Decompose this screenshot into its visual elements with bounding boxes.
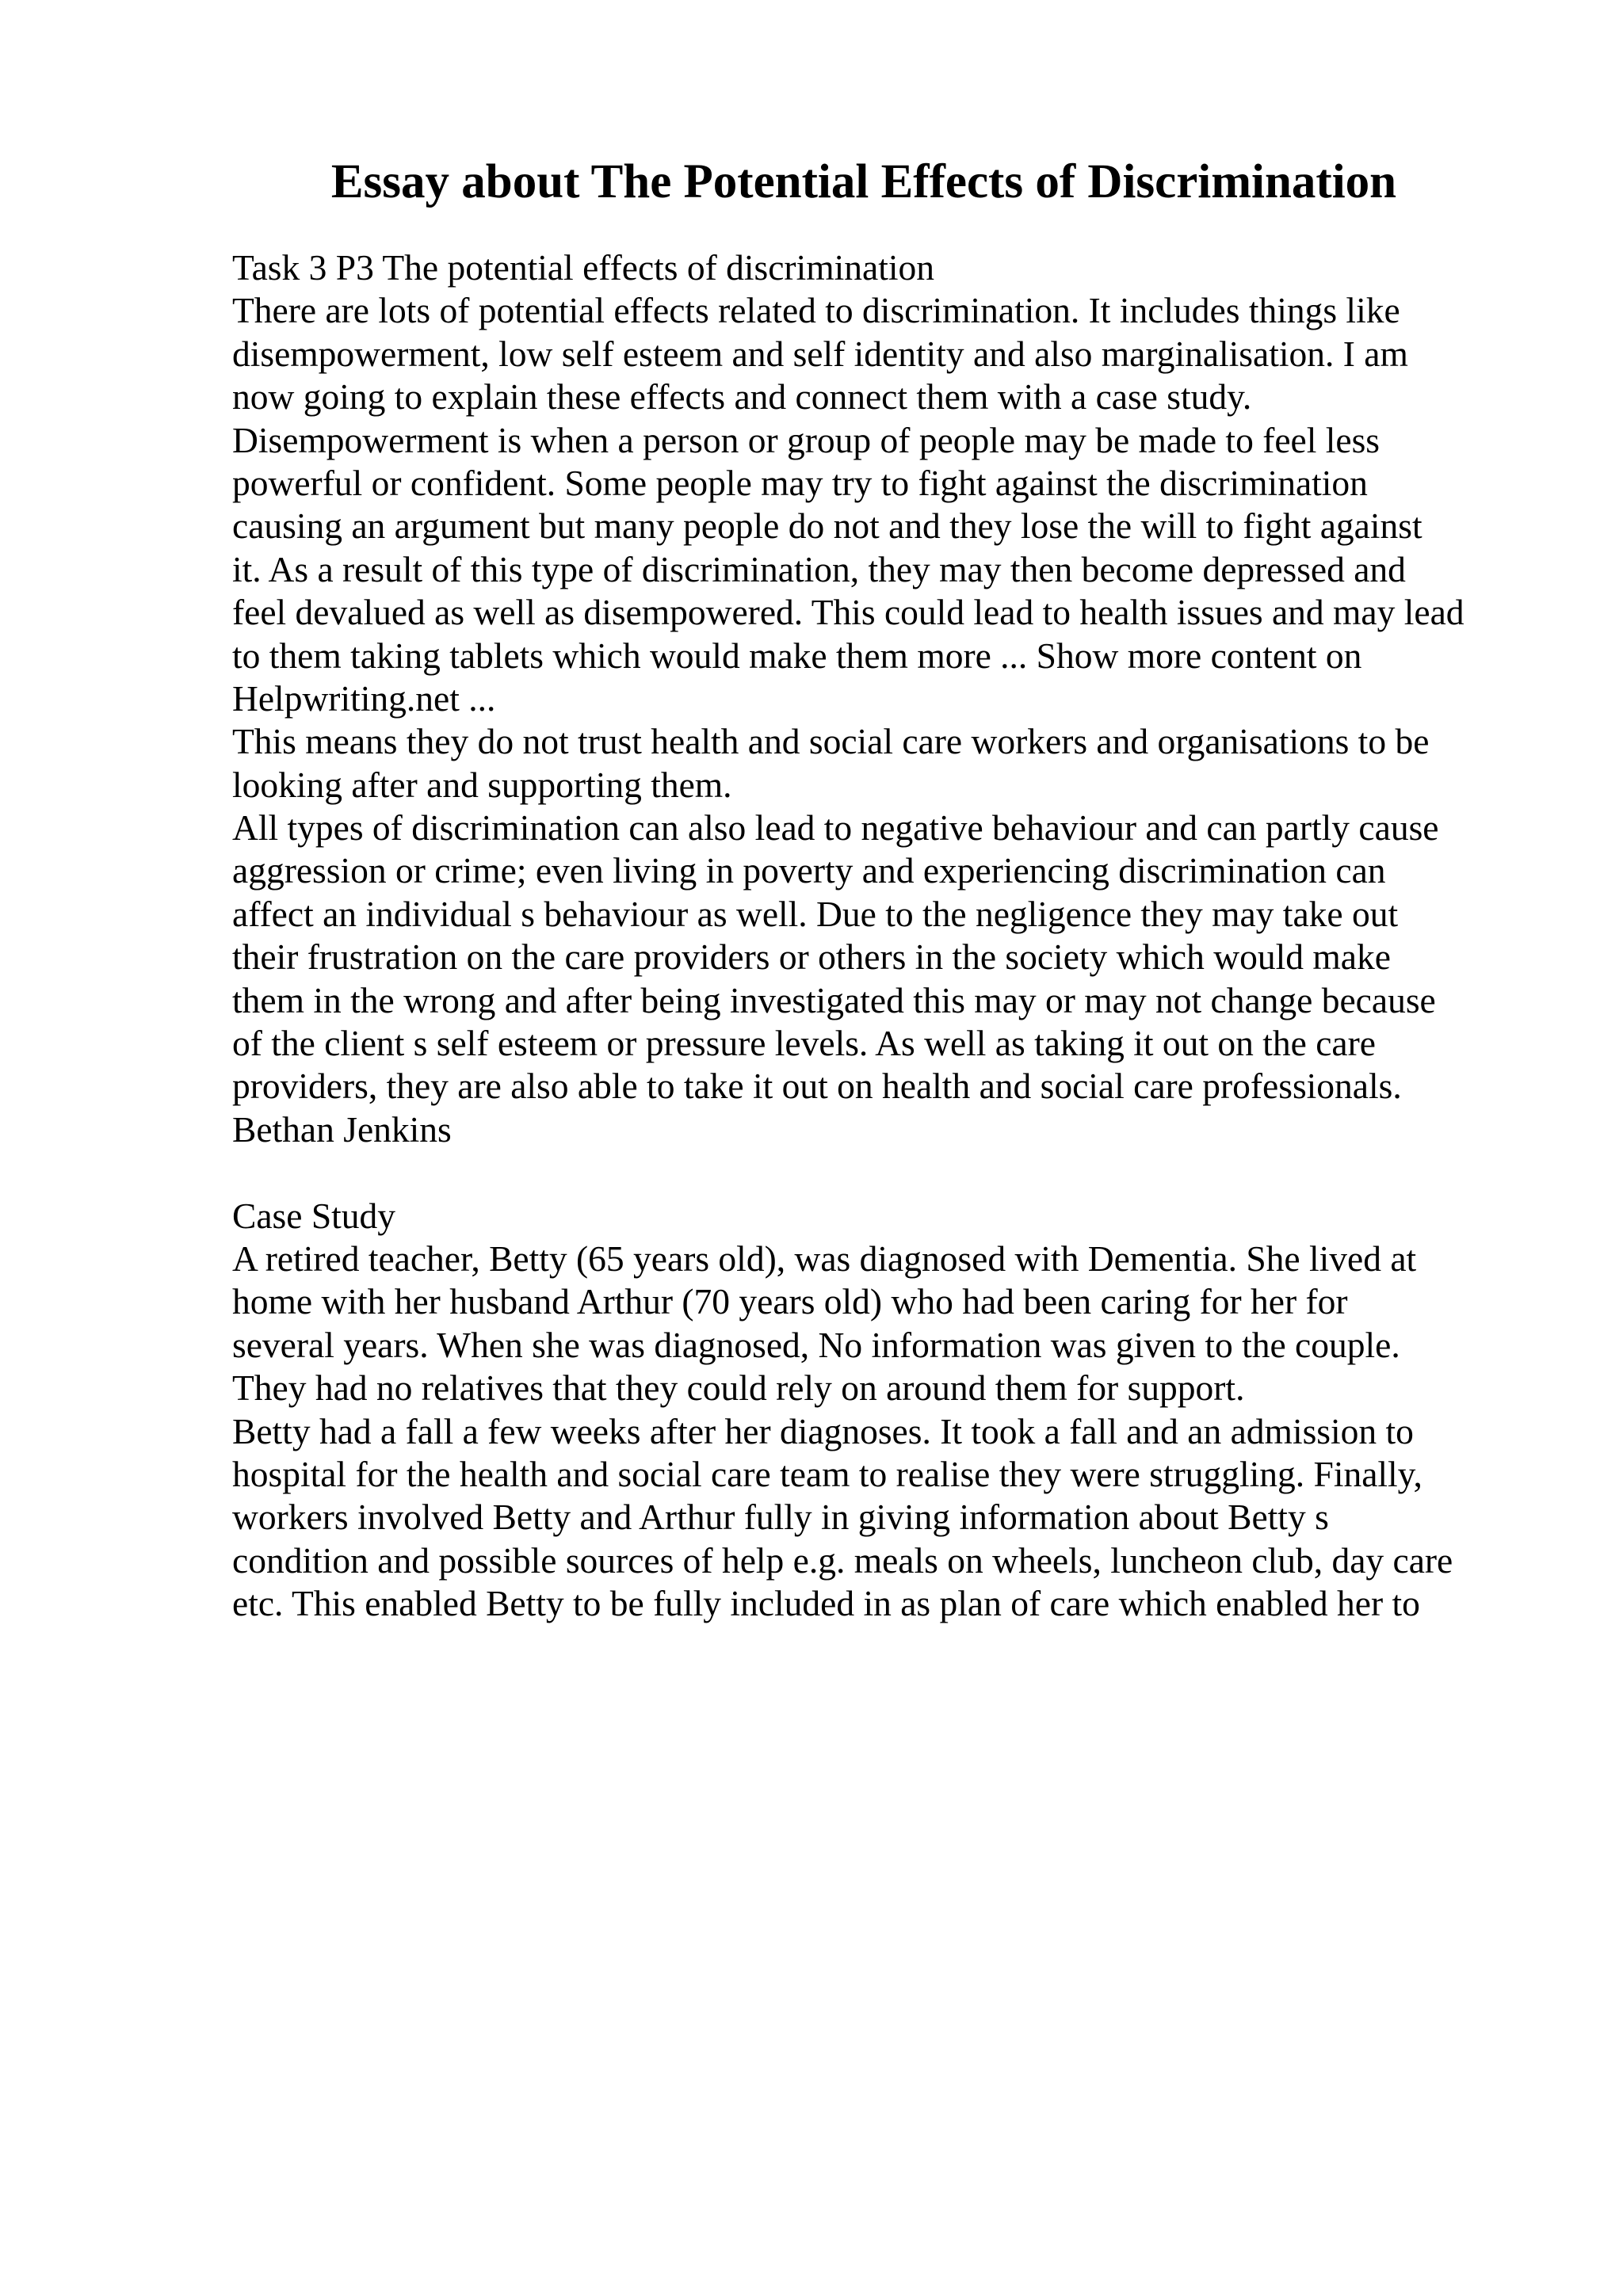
body-line: This means they do not trust health and social care workers and organisations to be	[232, 721, 1430, 762]
body-line: of the client s self esteem or pressure levels. As well as taking it out on the care	[232, 1023, 1376, 1064]
body-line: it. As a result of this type of discrimination, they may then become depressed and	[232, 548, 1406, 589]
body-line: workers involved Betty and Arthur fully in giving information about Betty s	[232, 1497, 1329, 1538]
body-line: powerful or confident. Some people may try to fight against the discrimination	[232, 462, 1368, 503]
body-line: etc. This enabled Betty to be fully included in as plan of care which enabled her to	[232, 1583, 1420, 1624]
body-line: Helpwriting.net ...	[232, 677, 496, 719]
body-line: condition and possible sources of help e.g. meals on wheels, luncheon club, day care	[232, 1539, 1453, 1581]
body-line: All types of discrimination can also lead to negative behaviour and can partly cause	[232, 807, 1439, 849]
body-line: A retired teacher, Betty (65 years old), was diagnosed with Dementia. She lived at	[232, 1238, 1417, 1279]
body-line: feel devalued as well as disempowered. This could lead to health issues and may lead	[232, 592, 1465, 633]
document-title: Essay about The Potential Effects of Discrimination	[330, 155, 1397, 208]
body-line: now going to explain these effects and connect them with a case study.	[232, 376, 1252, 418]
body-line: Bethan Jenkins	[232, 1108, 452, 1150]
body-line: They had no relatives that they could rely on around them for support.	[232, 1367, 1245, 1409]
body-line: Task 3 P3 The potential effects of discrimination	[232, 247, 934, 288]
blank-line	[232, 1151, 1611, 1194]
body-line: There are lots of potential effects related to discrimination. It includes things like	[232, 290, 1400, 331]
body-line: several years. When she was diagnosed, No information was given to the couple.	[232, 1324, 1400, 1365]
body-line: providers, they are also able to take it out on health and social care professionals.	[232, 1066, 1402, 1107]
document-body	[232, 246, 1611, 1626]
body-line: Betty had a fall a few weeks after her diagnoses. It took a fall and an admission to	[232, 1410, 1414, 1451]
body-line: their frustration on the care providers or others in the society which would make	[232, 936, 1391, 978]
body-line: home with her husband Arthur (70 years old) who had been caring for her for	[232, 1281, 1348, 1322]
body-line: looking after and supporting them.	[232, 764, 732, 805]
body-line: hospital for the health and social care team to realise they were struggling. Finally,	[232, 1453, 1423, 1494]
body-line: Disempowerment is when a person or group of people may be made to feel less	[232, 419, 1381, 460]
body-line: disempowerment, low self esteem and self identity and also marginalisation. I am	[232, 333, 1408, 374]
body-line: aggression or crime; even living in poverty and experiencing discrimination can	[232, 850, 1386, 891]
body-line: them in the wrong and after being investigated this may or may not change because	[232, 979, 1436, 1020]
body-line: to them taking tablets which would make them more ... Show more content on	[232, 635, 1362, 676]
body-line: Case Study	[232, 1195, 396, 1236]
body-line: affect an individual s behaviour as well. Due to the negligence they may take out	[232, 893, 1399, 934]
body-line: causing an argument but many people do not and they lose the will to fight against	[232, 505, 1423, 547]
